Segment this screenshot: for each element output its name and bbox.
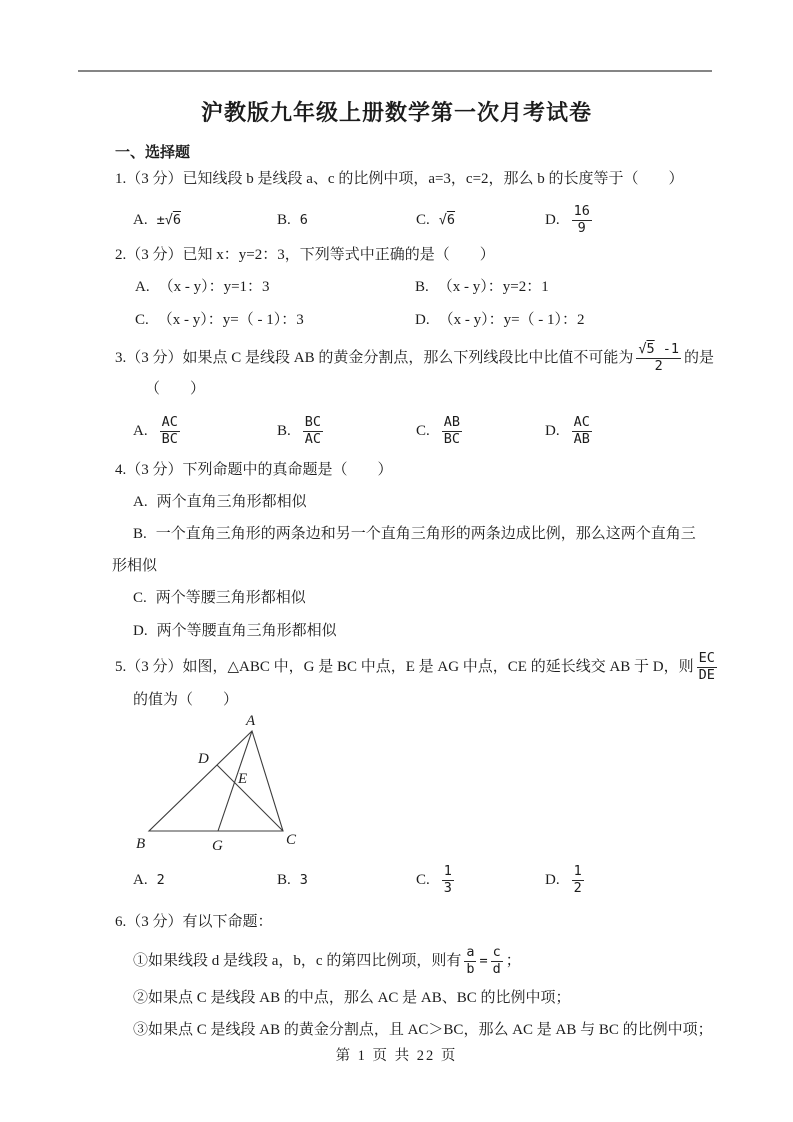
q5-stem <box>115 644 720 690</box>
q5-option-b <box>277 858 308 902</box>
fraction: $\frac{EC}{DE}$ <box>698 649 715 683</box>
figure-label-e: E <box>238 771 248 787</box>
option-label: A. <box>133 212 148 228</box>
q5-stem-text: 5.（3 分）如图，△ABC 中，G 是 BC 中点，E 是 AG 中点，CE 的延长线交 AB 于 D，则 <box>115 659 694 675</box>
option-label: B. <box>277 872 291 888</box>
option-label: C. <box>133 590 147 606</box>
q3-option-c <box>416 406 465 456</box>
option-label: A. <box>133 423 148 439</box>
q4-stem: 4.（3 分）下列命题中的真命题是（ ） <box>115 462 393 478</box>
option-value: 两个直角三角形都相似 <box>156 494 307 510</box>
option-label: C. <box>416 423 430 439</box>
q5-option-a <box>133 858 165 902</box>
option-value: （x - y）：y=2：1 <box>437 279 549 295</box>
q1-stem: 1.（3 分）已知线段 b 是线段 a、c 的比例中项，a=3，c=2，那么 b 的长度等于（ ） <box>115 171 684 187</box>
option-label: C. <box>416 212 430 228</box>
option-label: D. <box>133 623 148 639</box>
q6-item-3: ③如果点 C 是线段 AB 的黄金分割点，且 AC＞BC，那么 AC 是 AB 与 BC 的比例中项； <box>133 1022 713 1038</box>
q5-stem-line2: 的值为（ ） <box>133 692 239 708</box>
q1-option-c <box>416 197 455 243</box>
option-value: （x - y）：y=（ - 1）：3 <box>157 312 304 328</box>
option-value: 6 <box>299 212 308 228</box>
q3-stem-text: 3.（3 分）如果点 C 是线段 AB 的黄金分割点，那么下列线段比中比值不可能为 <box>115 350 634 366</box>
figure-label-d: D <box>198 751 209 767</box>
q6-item-1 <box>133 938 521 984</box>
q2-option-a <box>135 277 270 297</box>
q3-option-b <box>277 406 326 456</box>
option-label: A. <box>135 279 150 295</box>
option-value: （x - y）：y=（ - 1）：2 <box>438 312 585 328</box>
option-label: B. <box>133 526 147 542</box>
fraction: $\frac{1}{2}$ <box>573 862 582 896</box>
option-label: A. <box>133 872 148 888</box>
q3-option-d <box>545 406 595 456</box>
q1-option-b <box>277 197 308 243</box>
fraction: $\frac{AB}{BC}$ <box>443 413 461 447</box>
figure-label-c: C <box>286 832 297 848</box>
q2-option-c <box>135 310 304 330</box>
option-label: D. <box>415 312 430 328</box>
option-value: ±√6 <box>156 212 182 228</box>
figure-label-b: B <box>136 836 146 852</box>
option-label: A. <box>133 494 148 510</box>
fraction: $\frac{1}{3}$ <box>443 862 452 896</box>
q3-stem <box>115 336 714 380</box>
fraction: $\frac{√5 -1}{2}$ <box>638 340 680 374</box>
fraction: $\frac{16}{9}$ <box>573 202 590 236</box>
option-label: C. <box>135 312 149 328</box>
q1-option-d <box>545 197 595 243</box>
q6-item1-punct: ； <box>505 953 521 969</box>
option-label: D. <box>545 423 560 439</box>
option-label: C. <box>416 872 430 888</box>
option-value: 3 <box>299 872 308 888</box>
q2-option-d <box>415 310 585 330</box>
fraction: $\frac{BC}{AC}$ <box>304 413 322 447</box>
fraction: $\frac{c}{d}$ <box>492 943 501 977</box>
figure-label-g: G <box>212 838 223 854</box>
option-value: √6 <box>438 212 456 228</box>
fraction: $\frac{a}{b}$ <box>466 943 475 977</box>
option-label: D. <box>545 212 560 228</box>
q5-option-c <box>416 858 457 902</box>
q2-option-b <box>415 277 549 297</box>
q5-option-d <box>545 858 587 902</box>
option-value: 两个等腰直角三角形都相似 <box>156 623 337 639</box>
q4-option-b-continuation: 形相似 <box>112 558 158 574</box>
q3-stem-text-after: 的是 <box>684 350 715 366</box>
page-footer: 第 1 页 共 22 页 <box>335 1048 458 1064</box>
option-value: （x - y）：y=1：3 <box>158 279 270 295</box>
option-label: D. <box>545 872 560 888</box>
q1-option-a <box>133 197 181 243</box>
option-label: B. <box>277 423 291 439</box>
page-title: 沪教版九年级上册数学第一次月考试卷 <box>200 100 592 125</box>
q6-stem: 6.（3 分）有以下命题： <box>115 914 273 930</box>
triangle-abc <box>149 731 283 831</box>
header-rule <box>78 70 712 72</box>
fraction: $\frac{AC}{AB}$ <box>573 413 590 447</box>
q4-option-d <box>133 621 337 641</box>
fraction: $\frac{AC}{BC}$ <box>161 413 178 447</box>
q6-item-2: ②如果点 C 是线段 AB 的中点，那么 AC 是 AB、BC 的比例中项； <box>133 990 571 1006</box>
option-value: 一个直角三角形的两条边和另一个直角三角形的两条边成比例，那么这两个直角三 <box>155 526 696 542</box>
q3-answer-paren: （ ） <box>145 381 206 397</box>
equals-sign: = <box>479 953 488 969</box>
q3-option-a <box>133 406 183 456</box>
option-label: B. <box>277 212 291 228</box>
option-label: B. <box>415 279 429 295</box>
option-value: 2 <box>156 872 165 888</box>
option-value: 两个等腰三角形都相似 <box>155 590 306 606</box>
figure-label-a: A <box>246 713 256 729</box>
q4-option-c <box>133 588 306 608</box>
q2-stem: 2.（3 分）已知 x：y=2：3，下列等式中正确的是（ ） <box>115 247 495 263</box>
q4-option-b <box>133 524 696 544</box>
q4-option-a <box>133 492 307 512</box>
section-heading: 一、选择题 <box>115 145 191 161</box>
q6-item1-text: ①如果线段 d 是线段 a，b，c 的第四比例项，则有 <box>133 953 462 969</box>
triangle-figure <box>128 710 318 862</box>
